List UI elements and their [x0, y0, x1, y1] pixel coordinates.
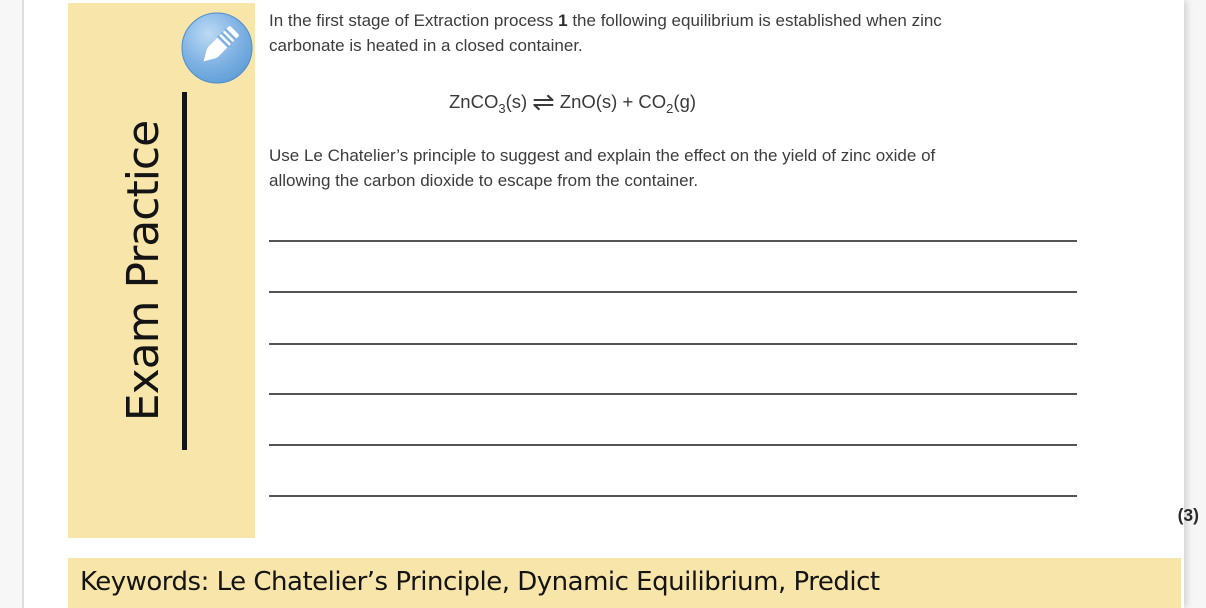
question-task-line2: allowing the carbon dioxide to escape from the container. — [269, 171, 699, 190]
question-intro — [269, 8, 942, 58]
equation-lhs-subscript: 3 — [498, 101, 506, 116]
intro-text-post: the following equilibrium is established when zinc — [567, 11, 942, 30]
answer-line — [269, 444, 1077, 446]
equation-rhs-subscript: 2 — [666, 101, 674, 116]
viewer-left-gutter — [0, 0, 24, 608]
equation-lhs-state: (s) — [505, 91, 528, 112]
keywords-bar — [68, 558, 1181, 608]
chemical-equation — [449, 87, 696, 118]
question-task-line1: Use Le Chatelier’s principle to suggest and explain the effect on the yield of zinc oxide of — [269, 146, 936, 165]
equation-lhs: ZnCO — [449, 91, 499, 112]
answer-line — [269, 291, 1077, 293]
answer-line — [269, 393, 1077, 395]
keywords-text: Keywords: Le Chatelier’s Principle, Dynamic Equilibrium, Predict — [80, 567, 880, 597]
pencil-icon — [181, 12, 253, 84]
question-intro-line2: carbonate is heated in a closed container. — [269, 36, 583, 55]
exam-practice-title: Exam Practice — [112, 92, 187, 450]
question-task — [269, 143, 935, 193]
answer-line — [269, 495, 1077, 497]
equilibrium-arrow-icon: ⇌ — [532, 87, 555, 117]
answer-line — [269, 343, 1077, 345]
intro-text-pre: In the first stage of Extraction process — [269, 11, 559, 30]
marks-badge: (3) — [1177, 505, 1199, 525]
answer-line — [269, 240, 1077, 242]
question-intro-line1 — [269, 8, 942, 33]
process-number: 1 — [558, 11, 568, 30]
equation-rhs-state: (g) — [673, 91, 697, 112]
document-page — [24, 0, 1199, 608]
equation-rhs: ZnO(s) + CO — [559, 91, 667, 112]
